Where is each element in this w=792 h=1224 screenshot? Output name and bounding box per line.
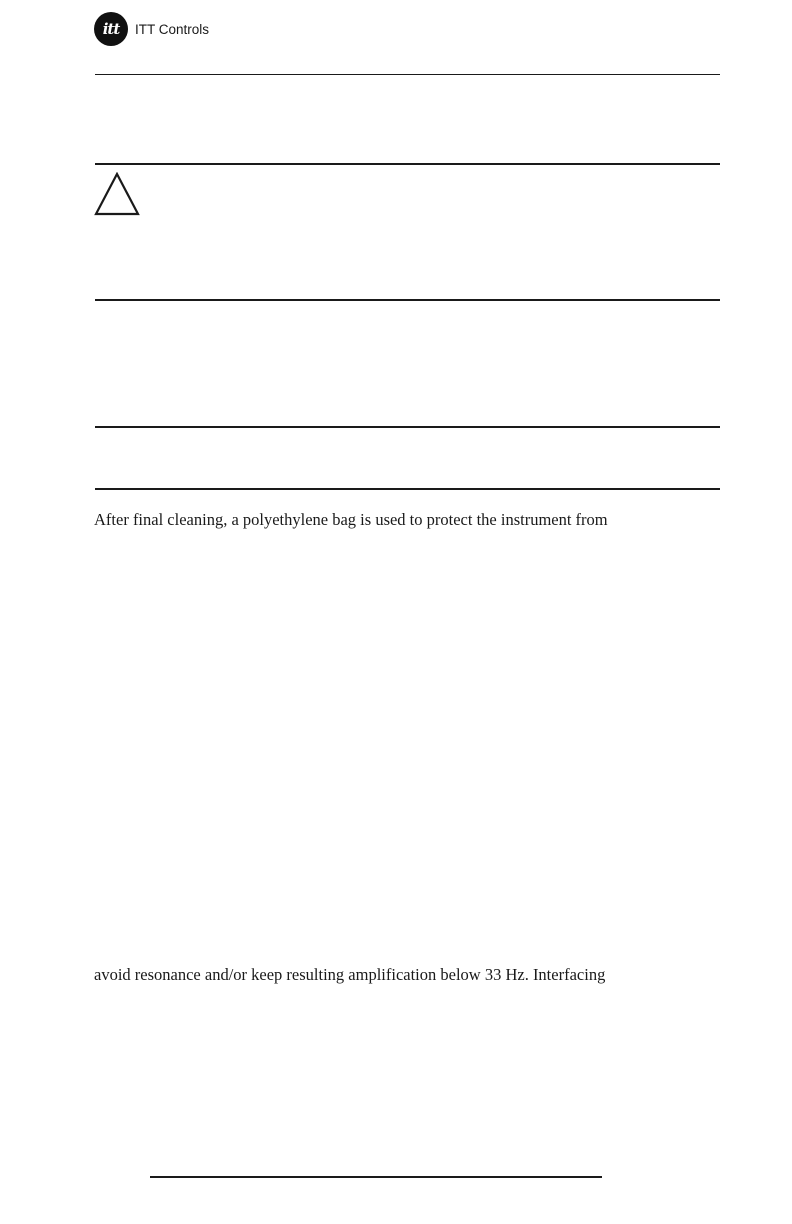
warning-triangle-icon [94,172,140,216]
section-divider [95,488,720,490]
section-divider [95,163,720,165]
body-text-line: After final cleaning, a polyethylene bag is used to protect the instrument from [94,510,608,529]
itt-logo-icon: itt [94,12,128,46]
body-text-line: avoid resonance and/or keep resulting amplification below 33 Hz. Interfacing [94,965,606,984]
header-divider [95,74,720,75]
footer-divider [150,1176,602,1178]
company-name: ITT Controls [135,21,210,37]
section-divider [95,299,720,301]
section-divider [95,426,720,428]
company-logo [94,10,209,48]
